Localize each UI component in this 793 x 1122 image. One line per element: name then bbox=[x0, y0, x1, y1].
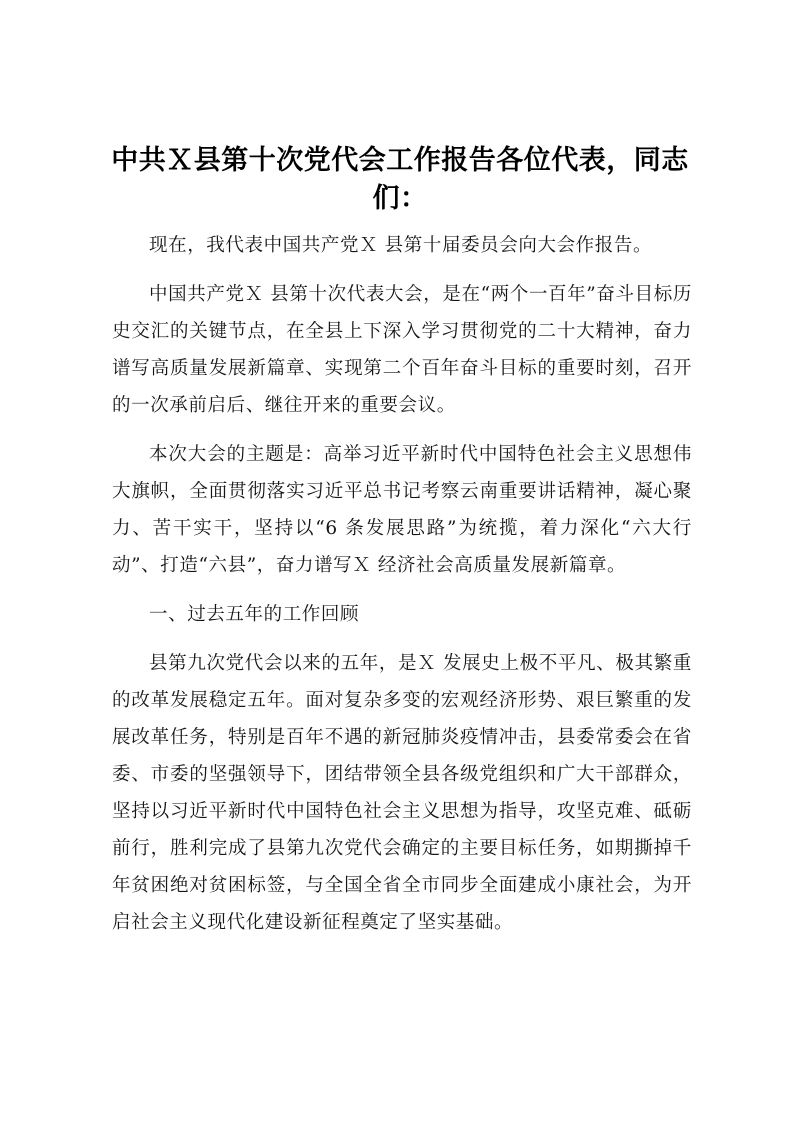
section-heading-review: 一、过去五年的工作回顾 bbox=[149, 604, 360, 625]
paragraph-five-year-review: 县第九次党代会以来的五年，是Ｘ 发展史上极不平凡、极其繁重的改革发展稳定五年。面对复杂多变的宏观经济形势、艰巨繁重的发展改革任务，特别是百年不遇的新冠肺炎疫情冲击，县委常委会在省委、市委的坚强领导下，团结带领全县各级党组织和广大干部群众，坚持以习近平新时代中国特色社会主义思想为指导，攻坚克难、砥砺前行，胜利完成了县第九次党代会确定的主要目标任务，如期撕掉千年贫困绝对贫困标签，与全国全省全市同步全面建成小康社会，为开启社会主义现代化建设新征程奠定了坚实基础。 bbox=[112, 653, 692, 933]
document-body bbox=[112, 227, 692, 953]
paragraph-intro: 现在，我代表中国共产党Ｘ 县第十届委员会向大会作报告。 bbox=[149, 235, 653, 256]
document-title: 中共Ｘ县第十次党代会工作报告各位代表，同志们： bbox=[111, 145, 689, 214]
paragraph-congress-theme: 本次大会的主题是：高举习近平新时代中国特色社会主义思想伟大旗帜，全面贯彻落实习近平总书记考察云南重要讲话精神，凝心聚力、苦干实干，坚持以“6 条发展思路”为统揽，着力深化“六大行动”、打造“六县”，奋力谱写Ｘ 经济社会高质量发展新篇章。 bbox=[112, 444, 692, 576]
paragraph-congress-background: 中国共产党Ｘ 县第十次代表大会，是在“两个一百年”奋斗目标历史交汇的关键节点，在全县上下深入学习贯彻党的二十大精神，奋力谱写高质量发展新篇章、实现第二个百年奋斗目标的重要时刻，召开的一次承前启后、继往开来的重要会议。 bbox=[112, 284, 692, 416]
